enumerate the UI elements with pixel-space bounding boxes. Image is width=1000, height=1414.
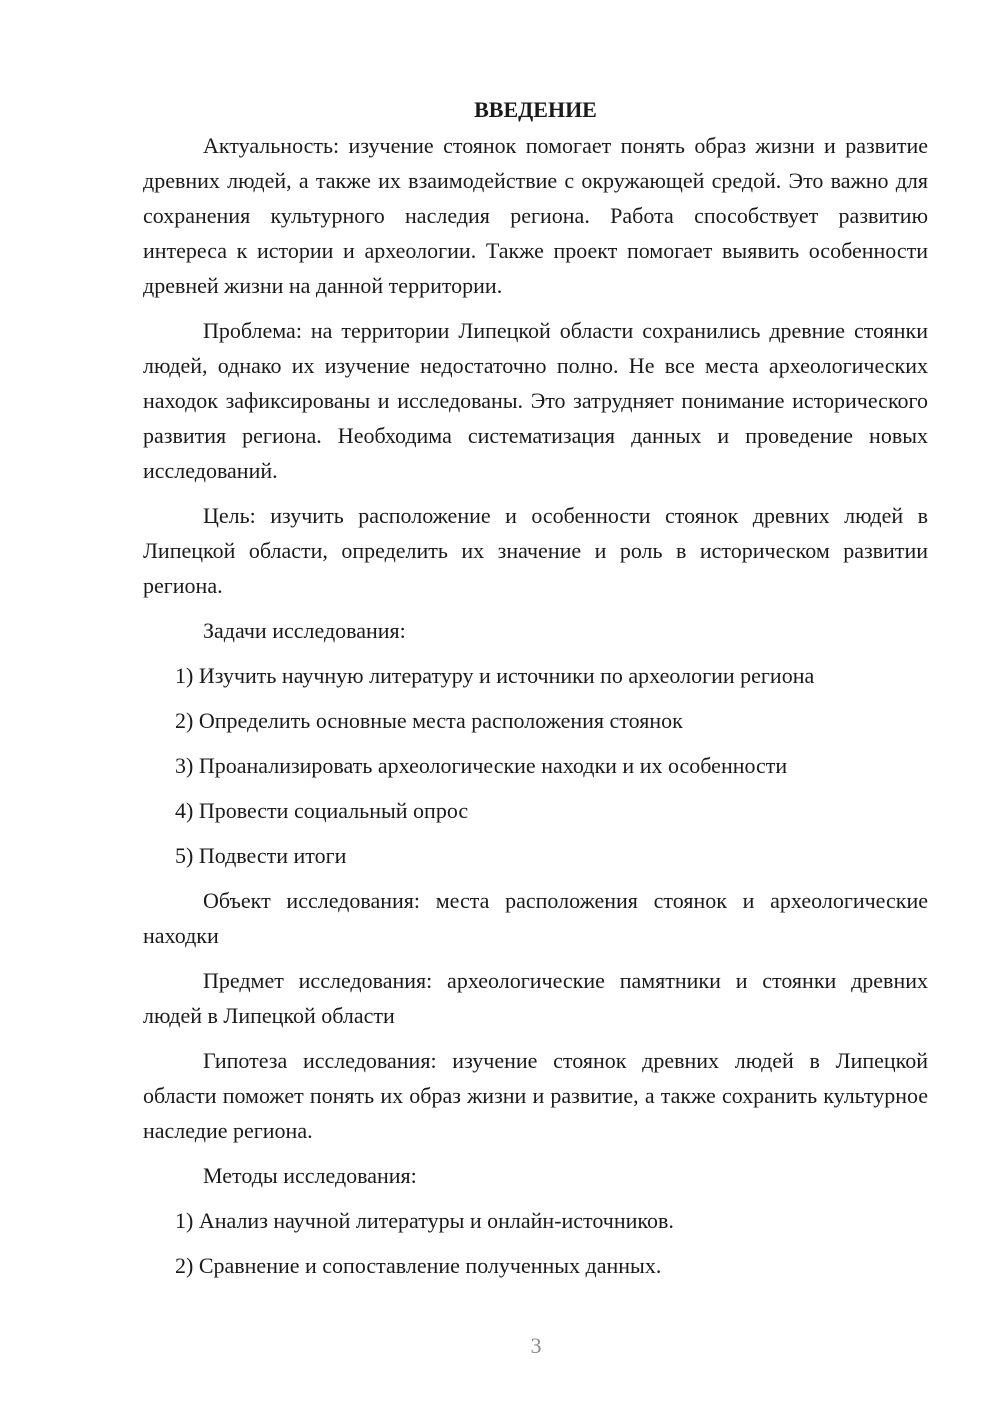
page-number: 3	[530, 1333, 542, 1358]
task-item: 4) Провести социальный опрос	[175, 798, 469, 823]
tasks-label: Задачи исследования:	[203, 618, 406, 643]
methods-list	[143, 1203, 928, 1283]
goal-paragraph: Цель: изучить расположение и особенности стоянок древних людей в Липецкой области, определить их значение и роль в историческом развитии региона.	[143, 503, 928, 598]
object-paragraph: Объект исследования: места расположения стоянок и археологические находки	[143, 888, 928, 948]
problem-paragraph: Проблема: на территории Липецкой области сохранились древние стоянки людей, однако их изучение недостаточно полно. Не все места археологических находок зафиксированы и исследованы. Это затрудняет понимание исторического развития региона. Необходима систематизация данных и проведение новых исследований.	[143, 318, 928, 483]
method-item: 1) Анализ научной литературы и онлайн-источников.	[175, 1208, 674, 1233]
methods-label: Методы исследования:	[203, 1163, 417, 1188]
method-item: 2) Сравнение и сопоставление полученных данных.	[175, 1253, 662, 1278]
hypothesis-paragraph: Гипотеза исследования: изучение стоянок древних людей в Липецкой области поможет понять их образ жизни и развитие, а также сохранить культурное наследие региона.	[143, 1048, 928, 1143]
actuality-paragraph: Актуальность: изучение стоянок помогает понять образ жизни и развитие древних людей, а также их взаимодействие с окружающей средой. Это важно для сохранения культурного наследия региона. Работа способствует развитию интереса к истории и археологии. Также проект помогает выявить особенности древней жизни на данной территории.	[143, 133, 928, 298]
document-page	[143, 92, 928, 1283]
subject-paragraph: Предмет исследования: археологические памятники и стоянки древних людей в Липецкой области	[143, 968, 928, 1028]
tasks-list	[143, 658, 928, 873]
task-item: 5) Подвести итоги	[175, 843, 347, 868]
task-item: 3) Проанализировать археологические находки и их особенности	[175, 753, 788, 778]
section-title: ВВЕДЕНИЕ	[474, 97, 597, 122]
task-item: 2) Определить основные места расположения стоянок	[175, 708, 683, 733]
task-item: 1) Изучить научную литературу и источники по археологии региона	[175, 663, 815, 688]
